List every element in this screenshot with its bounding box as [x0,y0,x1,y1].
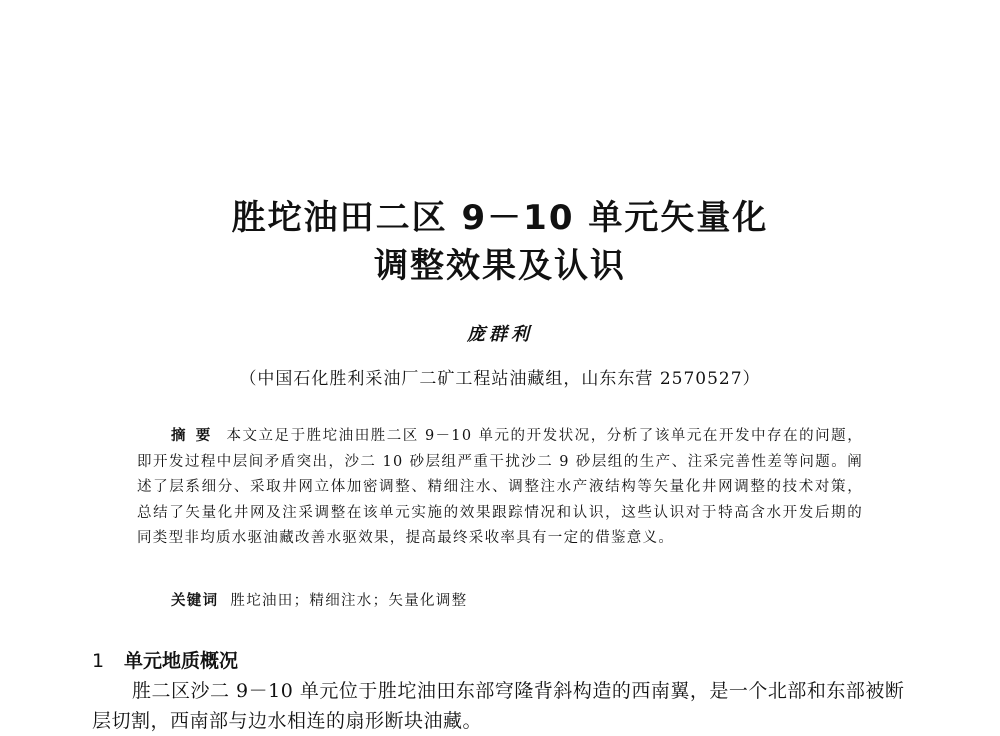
section-number: 1 [92,650,105,672]
abstract-text: 本文立足于胜坨油田胜二区 9－10 单元的开发状况，分析了该单元在开发中存在的问题，即开发过程中层间矛盾突出，沙二 10 砂层组严重干扰沙二 9 砂层组的生产、注采完善性差等问题。阐述了层系细分、采取井网立体加密调整、精细注水、调整注水产液结构等矢量化井网调整的技术对策，总结了矢量化井网及注采调整在该单元实施的效果跟踪情况和认识，这些认识对于特高含水开发后期的同类型非均质水驱油藏改善水驱效果，提高最终采收率具有一定的借鉴意义。 [137,428,863,546]
keywords [171,589,467,610]
abstract [137,424,863,552]
keywords-label: 关键词 [171,593,219,609]
keywords-text: 胜坨油田；精细注水；矢量化调整 [230,593,468,609]
paper-title-line-2: 调整效果及认识 [374,246,626,286]
author-name: 庞群利 [467,324,533,345]
paper-title-line-1: 胜坨油田二区 9－10 单元矢量化 [231,198,769,238]
abstract-label: 摘要 [171,428,221,444]
section-paragraph: 胜二区沙二 9－10 单元位于胜坨油田东部穹隆背斜构造的西南翼，是一个北部和东部被断层切割，西南部与边水相连的扇形断块油藏。 [92,680,905,732]
section-title: 单元地质概况 [124,650,239,672]
section-heading [92,646,238,673]
author-affiliation: （中国石化胜利采油厂二矿工程站油藏组，山东东营 2570527） [239,369,761,389]
